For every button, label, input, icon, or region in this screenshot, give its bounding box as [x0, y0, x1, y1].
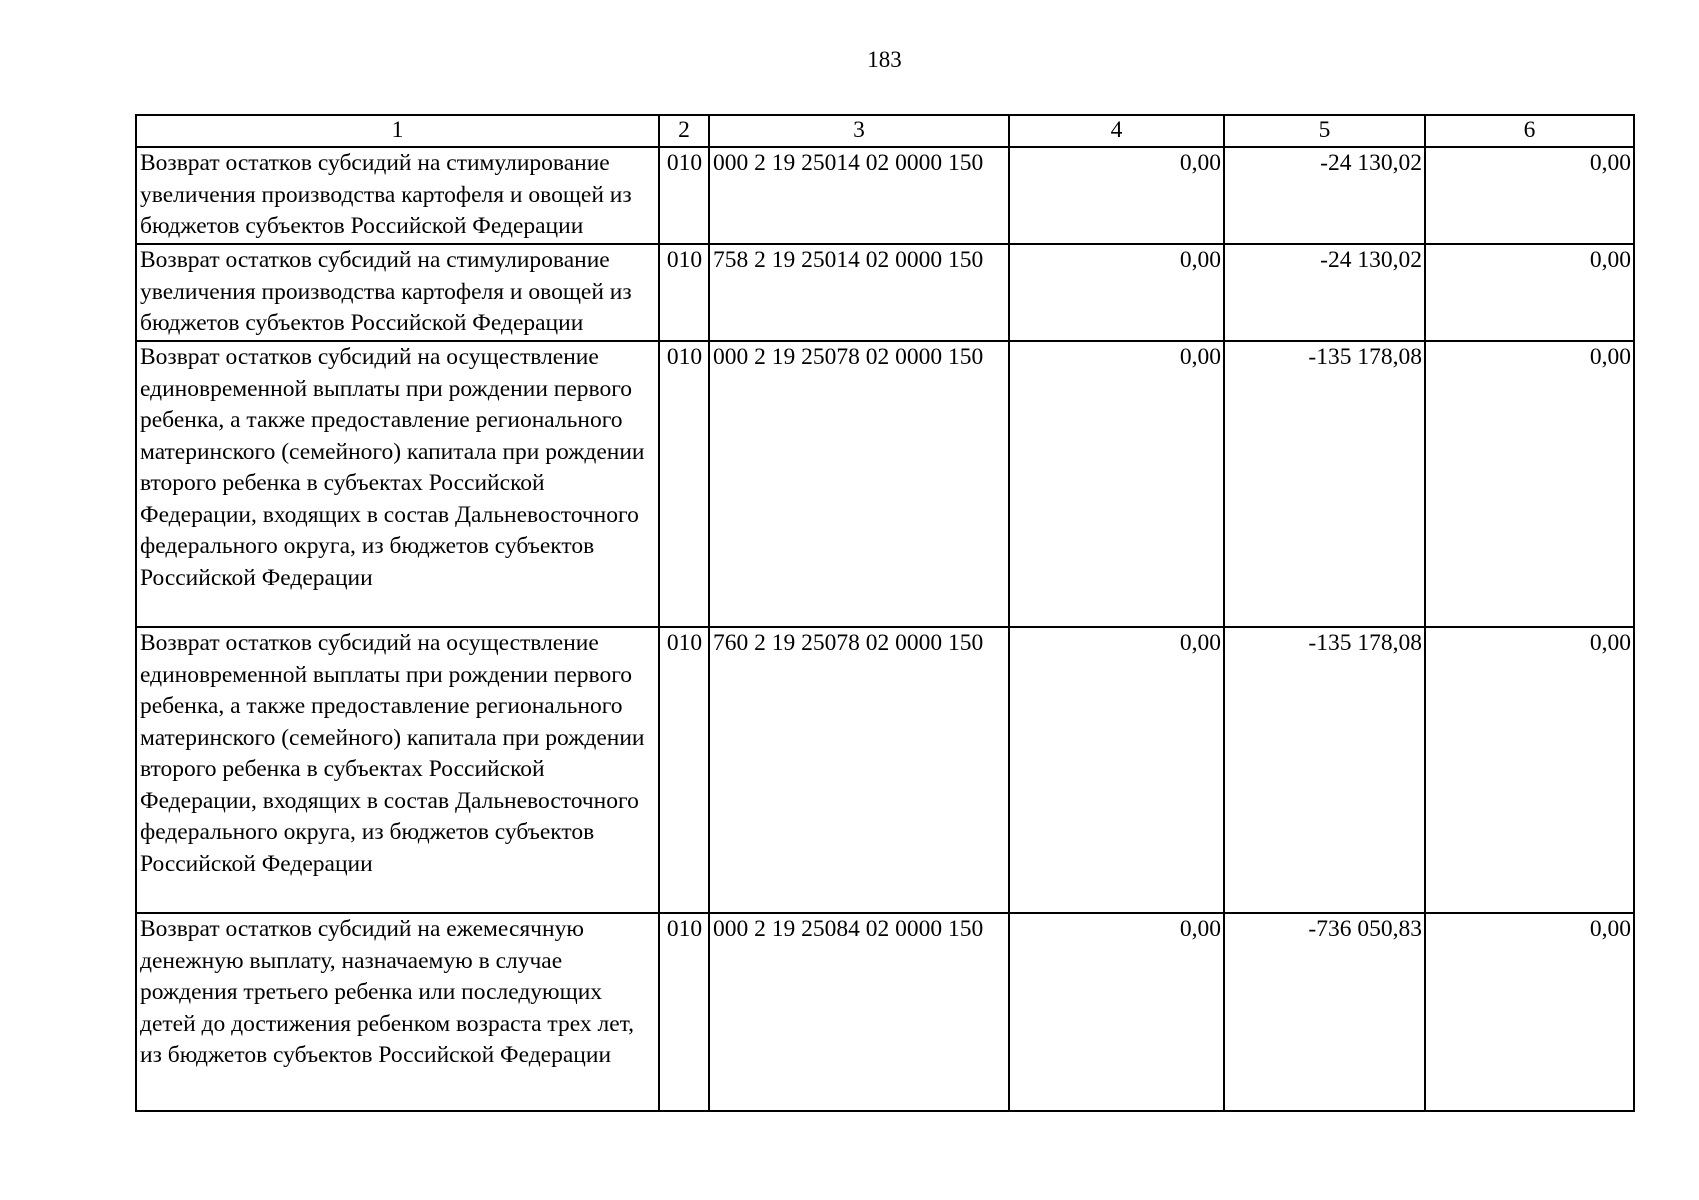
table-row	[136, 627, 1634, 913]
row-code: 010	[659, 244, 709, 341]
row-col4: 0,00	[1009, 627, 1224, 913]
row-kbk: 000 2 19 25078 02 0000 150	[709, 341, 1009, 627]
header-row	[136, 115, 1634, 147]
row-col4: 0,00	[1009, 913, 1224, 1111]
table-row	[136, 341, 1634, 627]
table-row	[136, 244, 1634, 341]
row-code: 010	[659, 627, 709, 913]
row-kbk: 000 2 19 25084 02 0000 150	[709, 913, 1009, 1111]
budget-table	[135, 114, 1635, 1112]
table-row	[136, 147, 1634, 244]
row-col6: 0,00	[1425, 627, 1634, 913]
row-code: 010	[659, 147, 709, 244]
row-kbk: 758 2 19 25014 02 0000 150	[709, 244, 1009, 341]
page-number: 183	[867, 47, 902, 72]
row-col6: 0,00	[1425, 244, 1634, 341]
row-name: Возврат остатков субсидий на стимулирование увеличения производства картофеля и овощей из бюджетов субъектов Российской Федерации	[136, 244, 659, 341]
row-kbk: 760 2 19 25078 02 0000 150	[709, 627, 1009, 913]
column-header: 5	[1224, 115, 1425, 147]
row-col5: -24 130,02	[1224, 244, 1425, 341]
row-kbk: 000 2 19 25014 02 0000 150	[709, 147, 1009, 244]
row-code: 010	[659, 341, 709, 627]
row-name: Возврат остатков субсидий на стимулирование увеличения производства картофеля и овощей из бюджетов субъектов Российской Федерации	[136, 147, 659, 244]
row-col4: 0,00	[1009, 341, 1224, 627]
row-col5: -736 050,83	[1224, 913, 1425, 1111]
row-col6: 0,00	[1425, 913, 1634, 1111]
row-col6: 0,00	[1425, 341, 1634, 627]
column-header: 6	[1425, 115, 1634, 147]
row-col4: 0,00	[1009, 147, 1224, 244]
column-header: 2	[659, 115, 709, 147]
column-header: 1	[136, 115, 659, 147]
row-name: Возврат остатков субсидий на осуществление единовременной выплаты при рождении первого ребенка, а также предоставление регионального материнского (семейного) капитала при рождении второго ребенка в субъектах Российской Федерации, входящих в состав Дальневосточного федерального округа, из бюджетов субъектов Российской Федерации	[136, 341, 659, 627]
row-col5: -135 178,08	[1224, 627, 1425, 913]
row-col6: 0,00	[1425, 147, 1634, 244]
row-code: 010	[659, 913, 709, 1111]
row-name: Возврат остатков субсидий на ежемесячную денежную выплату, назначаемую в случае рождения третьего ребенка или последующих детей до достижения ребенком возраста трех лет, из бюджетов субъектов Российской Федерации	[136, 913, 659, 1111]
row-col5: -135 178,08	[1224, 341, 1425, 627]
table-row	[136, 913, 1634, 1111]
row-col5: -24 130,02	[1224, 147, 1425, 244]
row-name: Возврат остатков субсидий на осуществление единовременной выплаты при рождении первого ребенка, а также предоставление регионального материнского (семейного) капитала при рождении второго ребенка в субъектах Российской Федерации, входящих в состав Дальневосточного федерального округа, из бюджетов субъектов Российской Федерации	[136, 627, 659, 913]
row-col4: 0,00	[1009, 244, 1224, 341]
column-header: 4	[1009, 115, 1224, 147]
column-header: 3	[709, 115, 1009, 147]
